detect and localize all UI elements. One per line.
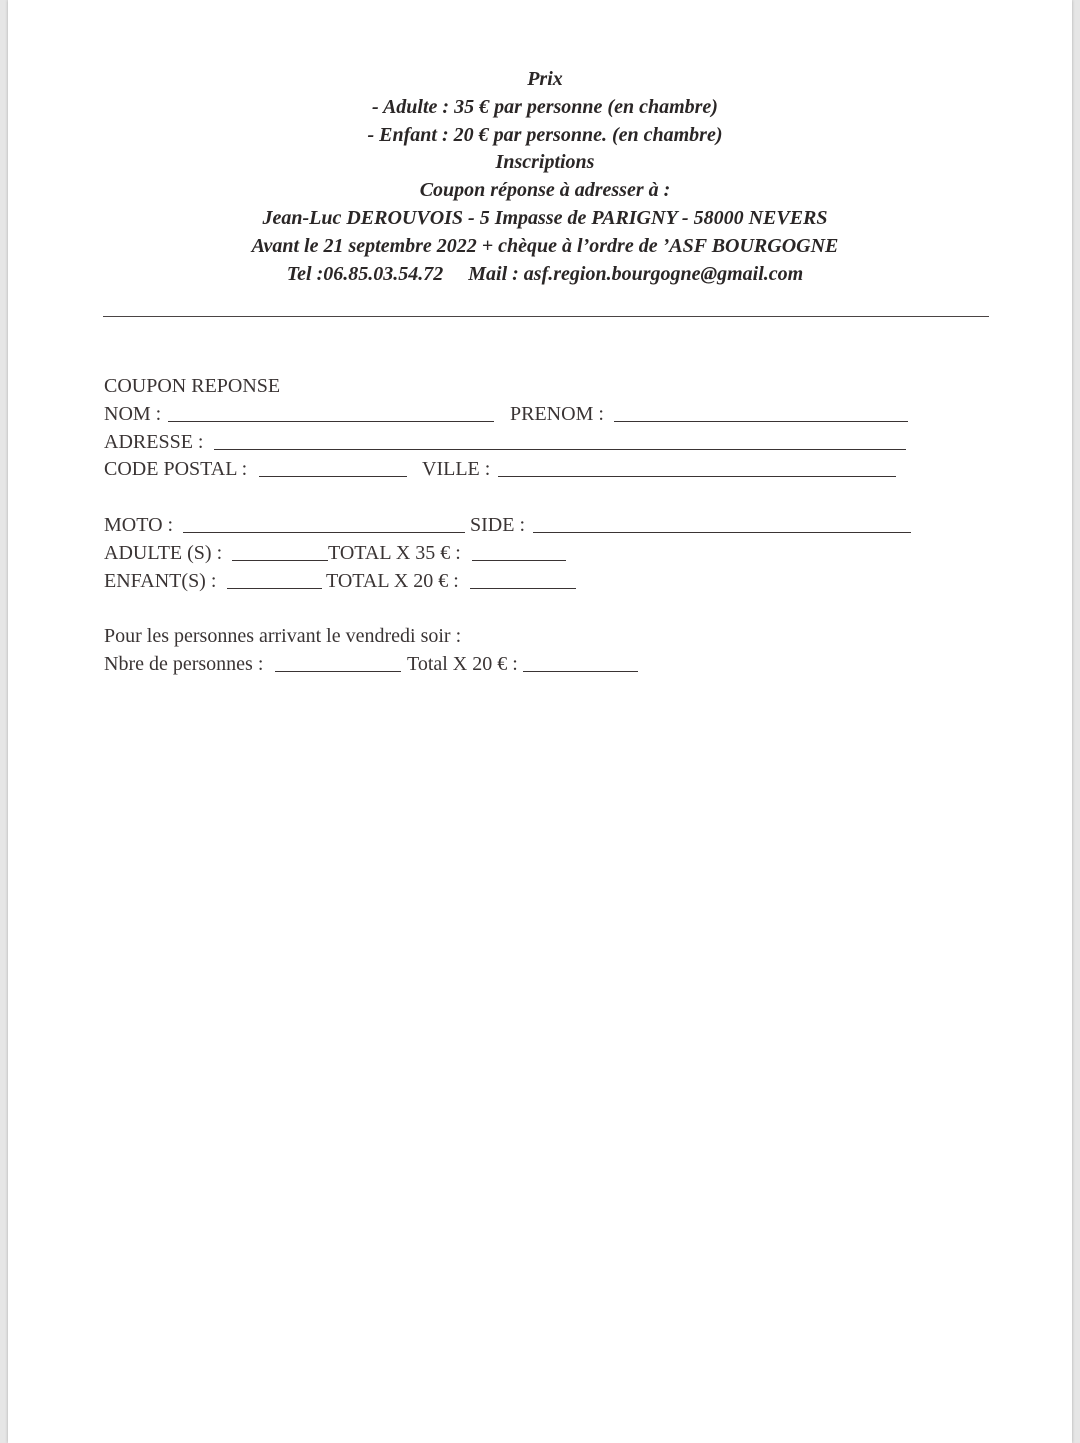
adultes-label: ADULTE (S) : — [104, 541, 223, 564]
header-price-child: - Enfant : 20 € par personne. (en chambre) — [367, 123, 723, 146]
total-vendredi-label: Total X 20 € : — [407, 652, 518, 675]
side-label: SIDE : — [470, 513, 525, 536]
moto-label: MOTO : — [104, 513, 174, 536]
total-enfants-label: TOTAL X 20 € : — [326, 569, 459, 592]
adresse-label: ADRESSE : — [104, 430, 204, 453]
code-postal-field[interactable] — [259, 476, 407, 477]
adultes-field[interactable] — [232, 560, 328, 561]
total-vendredi-field[interactable] — [523, 671, 638, 672]
nbre-personnes-field[interactable] — [275, 671, 401, 672]
pricing-header — [0, 66, 1080, 288]
side-field[interactable] — [533, 532, 911, 533]
total-adultes-field[interactable] — [472, 560, 566, 561]
header-postal-address: Jean-Luc DEROUVOIS - 5 Impasse de PARIGNY - 58000 NEVERS — [262, 206, 828, 229]
enfants-field[interactable] — [227, 588, 322, 589]
header-title-prix: Prix — [527, 68, 563, 90]
prenom-label: PRENOM : — [510, 402, 604, 425]
vendredi-note: Pour les personnes arrivant le vendredi soir : — [104, 625, 462, 648]
form-title: COUPON REPONSE — [104, 375, 281, 397]
header-contact: Tel :06.85.03.54.72 Mail : asf.region.bourgogne@gmail.com — [286, 262, 804, 285]
header-deadline: Avant le 21 septembre 2022 + chèque à l’ordre de ’ASF BOURGOGNE — [251, 234, 839, 257]
header-price-adult: - Adulte : 35 € par personne (en chambre) — [372, 95, 718, 118]
prenom-field[interactable] — [614, 421, 908, 422]
enfants-label: ENFANT(S) : — [104, 569, 217, 592]
nom-label: NOM : — [104, 402, 162, 425]
ville-field[interactable] — [498, 476, 896, 477]
separator-line — [103, 316, 989, 317]
header-title-inscriptions: Inscriptions — [495, 151, 595, 174]
total-adultes-label: TOTAL X 35 € : — [328, 541, 461, 564]
adresse-field[interactable] — [214, 449, 906, 450]
nom-field[interactable] — [168, 421, 494, 422]
nbre-personnes-label: Nbre de personnes : — [104, 652, 264, 675]
total-enfants-field[interactable] — [470, 588, 576, 589]
code-postal-label: CODE POSTAL : — [104, 458, 248, 481]
header-coupon-instruction: Coupon réponse à adresser à : — [419, 179, 671, 202]
ville-label: VILLE : — [422, 458, 491, 481]
moto-field[interactable] — [183, 532, 465, 533]
